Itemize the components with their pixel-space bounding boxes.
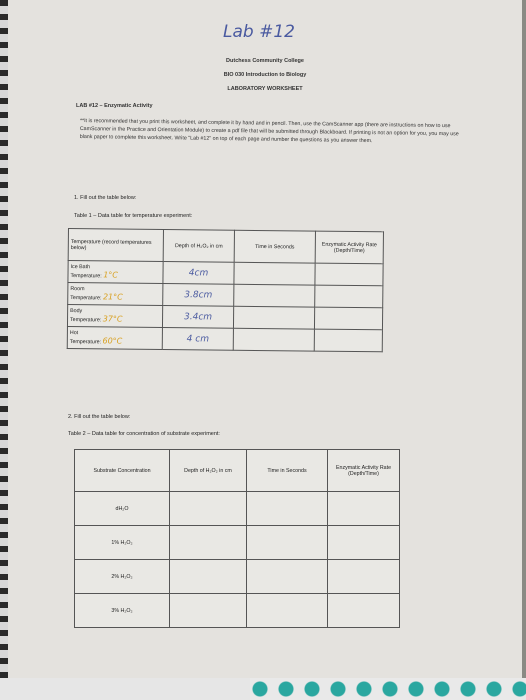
t2-cell-depth[interactable] bbox=[170, 492, 247, 526]
question-1: 1. Fill out the table below: bbox=[74, 195, 137, 201]
worksheet-page bbox=[8, 0, 522, 678]
worksheet-title: LABORATORY WORKSHEET bbox=[227, 86, 303, 92]
t2-header-rate: Enzymatic Activity Rate (Depth/Time) bbox=[328, 450, 400, 492]
question-2: 2. Fill out the table below: bbox=[68, 414, 131, 420]
t1-cell-rate[interactable] bbox=[314, 307, 382, 330]
t1-header-rate: Enzymatic Activity Rate (Depth/Time) bbox=[315, 231, 383, 264]
substrate-table bbox=[74, 449, 400, 628]
t2-cell-substrate: 1% H₂O₂ bbox=[75, 526, 170, 560]
table-row bbox=[67, 326, 382, 351]
spiral-binding bbox=[0, 0, 8, 700]
t2-cell-substrate: 2% H₂O₂ bbox=[75, 560, 170, 594]
t1-cell-rate[interactable] bbox=[314, 329, 382, 352]
t2-cell-time[interactable] bbox=[247, 492, 328, 526]
t1-cell-label: Body Temperature: 37°C bbox=[67, 305, 162, 328]
fabric-pattern bbox=[250, 678, 526, 700]
t2-cell-time[interactable] bbox=[247, 594, 328, 628]
t2-cell-depth[interactable] bbox=[170, 560, 247, 594]
table2-caption: Table 2 – Data table for concentration of substrate experiment: bbox=[68, 431, 220, 437]
tablecloth-edge bbox=[0, 678, 526, 700]
t2-header-substrate: Substrate Concentration bbox=[75, 450, 170, 492]
t1-header-depth: Depth of H₂O₂ in cm bbox=[163, 230, 234, 263]
t2-header-depth: Depth of H₂O₂ in cm bbox=[170, 450, 247, 492]
handwritten-title: Lab #12 bbox=[223, 22, 295, 42]
t1-cell-time[interactable] bbox=[234, 262, 315, 285]
t1-cell-rate[interactable] bbox=[315, 285, 383, 308]
college-name: Dutchess Community College bbox=[226, 58, 304, 64]
t1-cell-label: Room Temperature: 21°C bbox=[68, 283, 163, 306]
t2-cell-depth[interactable] bbox=[170, 526, 247, 560]
t1-cell-time[interactable] bbox=[234, 284, 315, 307]
t2-cell-rate[interactable] bbox=[328, 594, 400, 628]
t1-cell-depth[interactable]: 4cm bbox=[163, 261, 234, 284]
lab-label: LAB #12 – Enzymatic Activity bbox=[76, 103, 153, 109]
t1-cell-time[interactable] bbox=[233, 328, 314, 351]
course-name: BIO 030 Introduction to Biology bbox=[223, 72, 307, 78]
t1-cell-rate[interactable] bbox=[315, 263, 383, 286]
table-row bbox=[75, 492, 400, 526]
t1-cell-label: Hot Temperature: 60°C bbox=[67, 326, 162, 349]
t2-cell-rate[interactable] bbox=[328, 492, 400, 526]
t2-header-time: Time in Seconds bbox=[247, 450, 328, 492]
table-row bbox=[75, 526, 400, 560]
t2-cell-rate[interactable] bbox=[328, 526, 400, 560]
instructions: **It is recommended that you print this worksheet, and complete it by hand and in pencil. Then, use the CamScanner app (there are instructions on how to use CamScanner in the Practice and Orientation Module) to create a pdf file that will be submitted through Blackboard. If printing is not an option for you, you may use blank paper to complete this worksheet. Write "Lab #12" on top of each page and number the questions as you answer them. bbox=[79, 118, 459, 144]
t2-cell-depth[interactable] bbox=[170, 594, 247, 628]
t1-cell-depth[interactable]: 4 cm bbox=[162, 327, 233, 350]
t1-cell-depth[interactable]: 3.4cm bbox=[162, 305, 233, 328]
table-row bbox=[75, 594, 400, 628]
t1-cell-time[interactable] bbox=[233, 306, 314, 329]
table1-caption: Table 1 – Data table for temperature experiment: bbox=[74, 213, 193, 219]
t1-cell-label: Ice Bath Temperature: 1°C bbox=[68, 261, 163, 284]
t2-cell-rate[interactable] bbox=[328, 560, 400, 594]
t1-header-temperature: Temperature (record temperatures below) bbox=[68, 229, 163, 262]
temperature-table bbox=[67, 228, 384, 352]
t2-cell-substrate: dH₂O bbox=[75, 492, 170, 526]
t2-cell-substrate: 3% H₂O₂ bbox=[75, 594, 170, 628]
t2-cell-time[interactable] bbox=[247, 526, 328, 560]
table-row bbox=[75, 560, 400, 594]
t2-cell-time[interactable] bbox=[247, 560, 328, 594]
t1-cell-depth[interactable]: 3.8cm bbox=[163, 283, 234, 306]
t1-header-time: Time in Seconds bbox=[234, 230, 315, 263]
